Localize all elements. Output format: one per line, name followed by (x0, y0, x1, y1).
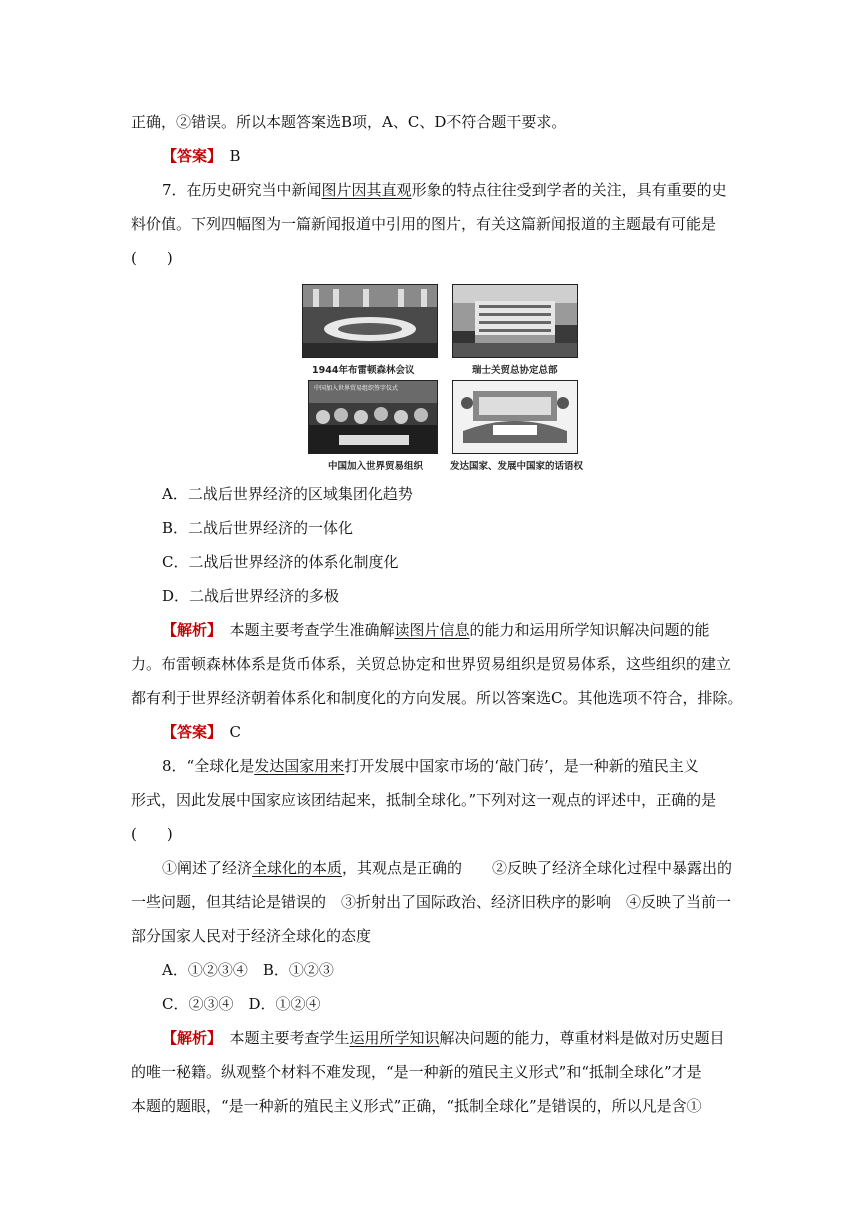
question-7-line1: 7．在历史研究当中新闻图片因其直观形象的特点往往受到学者的关注，具有重要的史 (162, 181, 727, 199)
answer-6 (162, 146, 241, 166)
explanation-8-line1: 【解析】 本题主要考查学生运用所学知识解决问题的能力，尊重材料是做对历史题目 (162, 1029, 725, 1047)
option-c[interactable]: C．二战后世界经济的体系化制度化 (162, 553, 399, 571)
question-7-line3: ( ) (131, 249, 173, 267)
explanation-8-line3: 本题的题眼，“是一种新的殖民主义形式”正确，“抵制全球化”是错误的，所以凡是含① (131, 1097, 702, 1115)
explanation-7-line1: 【解析】 本题主要考查学生准确解读图片信息的能力和运用所学知识解决问题的能 (162, 621, 710, 639)
answer-tag: 【答案】 (162, 147, 215, 165)
question-8-line1: 8．“全球化是发达国家用来打开发展中国家市场的‘敲门砖’，是一种新的殖民主义 (162, 757, 699, 775)
question-7-figure (300, 282, 584, 472)
banner-text: 中国加入世界贸易组织签字仪式 (314, 385, 399, 392)
option-b[interactable]: B．二战后世界经济的一体化 (162, 519, 354, 537)
explanation-6-tail: 正确，②错误。所以本题答案选B项，A、C、D不符合题干要求。 (131, 113, 567, 131)
caption-3: 中国加入世界贸易组织 (328, 461, 424, 472)
caption-2: 瑞士关贸总协定总部 (472, 365, 558, 376)
explanation-7-line2: 力。布雷顿森林体系是货币体系，关贸总协定和世界贸易组织是贸易体系，这些组织的建立 (131, 655, 732, 673)
statement-line1: ①阐述了经济全球化的本质，其观点是正确的 ②反映了经济全球化过程中暴露出的 (162, 859, 733, 877)
statement-line2: 一些问题，但其结论是错误的 ③折射出了国际政治、经济旧秩序的影响 ④反映了当前一 (131, 893, 732, 911)
statement-line3: 部分国家人民对于经济全球化的态度 (131, 927, 372, 945)
answer-value: C (229, 723, 242, 741)
option-d[interactable]: D．二战后世界经济的多极 (162, 587, 340, 605)
answer-7 (162, 722, 241, 742)
explanation-tag: 【解析】 (162, 1029, 215, 1047)
explanation-8-line2: 的唯一秘籍。纵观整个材料不难发现，“是一种新的殖民主义形式”和“抵制全球化”才是 (131, 1063, 702, 1081)
gatt-building-photo (452, 284, 578, 358)
option-a[interactable]: A．二战后世界经济的区域集团化趋势 (162, 485, 413, 503)
caption-1: 1944年布雷顿森林会议 (312, 365, 415, 376)
option-ab[interactable]: A．①②③④ B．①②③ (162, 961, 334, 979)
question-8-line3: ( ) (131, 825, 173, 843)
explanation-tag: 【解析】 (162, 621, 215, 639)
discourse-power-cartoon (452, 380, 578, 454)
caption-4: 发达国家、发展中国家的话语权 (450, 461, 584, 472)
option-cd[interactable]: C．②③④ D．①②④ (162, 995, 321, 1013)
explanation-7-line3: 都有利于世界经济朝着体系化和制度化的方向发展。所以答案选C。其他选项不符合，排除。 (131, 689, 743, 707)
question-7-line2: 料价值。下列四幅图为一篇新闻报道中引用的图片，有关这篇新闻报道的主题最有可能是 (131, 215, 717, 233)
bretton-woods-photo (302, 284, 438, 358)
answer-value: B (229, 147, 241, 165)
answer-tag: 【答案】 (162, 723, 215, 741)
question-8-line2: 形式，因此发展中国家应该团结起来，抵制全球化。”下列对这一观点的评述中，正确的是 (131, 791, 717, 809)
